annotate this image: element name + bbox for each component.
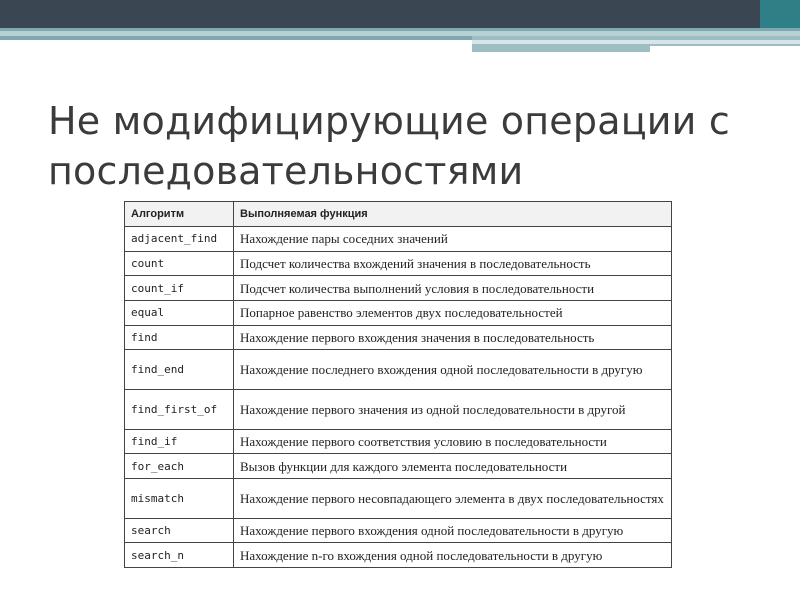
header-function: Выполняемая функция — [234, 202, 672, 227]
decor-ribbon-step-highlight — [472, 40, 800, 44]
algorithms-table — [124, 201, 672, 568]
cell-algorithm: adjacent_find — [125, 227, 234, 252]
cell-algorithm: find_end — [125, 350, 234, 390]
cell-algorithm: for_each — [125, 454, 234, 479]
cell-function: Нахождение первого несовпадающего элемента в двух последовательностях — [234, 478, 672, 518]
decor-ribbon-gap — [650, 46, 800, 52]
cell-function: Нахождение первого вхождения значения в последовательность — [234, 325, 672, 350]
table-row — [125, 251, 672, 276]
table-row — [125, 276, 672, 301]
table-row — [125, 350, 672, 390]
top-decor-bar — [0, 0, 800, 28]
cell-function: Нахождение n-го вхождения одной последовательности в другую — [234, 543, 672, 568]
cell-function: Нахождение первого значения из одной последовательности в другой — [234, 389, 672, 429]
slide-title: Не модифицирующие операции с последовательностями — [48, 99, 730, 193]
cell-function: Нахождение первого соответствия условию в последовательности — [234, 429, 672, 454]
algorithms-table-container — [124, 201, 672, 568]
header-algorithm: Алгоритм — [125, 202, 234, 227]
cell-algorithm: find — [125, 325, 234, 350]
cell-function: Подсчет количества вхождений значения в последовательность — [234, 251, 672, 276]
table-row — [125, 227, 672, 252]
cell-function: Нахождение последнего вхождения одной последовательности в другую — [234, 350, 672, 390]
cell-algorithm: count — [125, 251, 234, 276]
cell-function: Нахождение пары соседних значений — [234, 227, 672, 252]
cell-algorithm: equal — [125, 300, 234, 325]
cell-algorithm: search_n — [125, 543, 234, 568]
cell-function: Нахождение первого вхождения одной последовательности в другую — [234, 518, 672, 543]
cell-function: Подсчет количества выполнений условия в последовательности — [234, 276, 672, 301]
table-row — [125, 478, 672, 518]
cell-algorithm: count_if — [125, 276, 234, 301]
cell-function: Попарное равенство элементов двух последовательностей — [234, 300, 672, 325]
table-row — [125, 543, 672, 568]
cell-function: Вызов функции для каждого элемента последовательности — [234, 454, 672, 479]
table-header-row — [125, 202, 672, 227]
cell-algorithm: mismatch — [125, 478, 234, 518]
cell-algorithm: find_if — [125, 429, 234, 454]
table-row — [125, 325, 672, 350]
table-row — [125, 518, 672, 543]
table-row — [125, 389, 672, 429]
cell-algorithm: find_first_of — [125, 389, 234, 429]
table-row — [125, 300, 672, 325]
top-decor-accent — [760, 0, 800, 28]
table-row — [125, 429, 672, 454]
cell-algorithm: search — [125, 518, 234, 543]
table-row — [125, 454, 672, 479]
